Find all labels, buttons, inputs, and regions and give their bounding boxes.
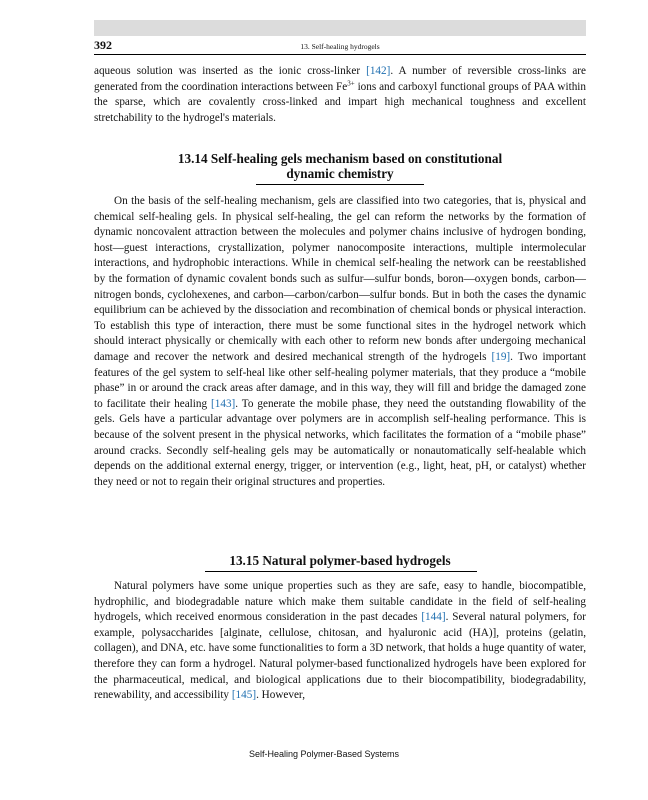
- citation-link[interactable]: [144]: [421, 611, 446, 624]
- citation-link[interactable]: [143]: [211, 397, 236, 410]
- paragraph-mechanism: [94, 194, 586, 490]
- page-number: 392: [94, 38, 112, 52]
- page-footer: Self-Healing Polymer-Based Systems: [248, 749, 400, 759]
- paragraph-text: . To generate the mobile phase, they need the outstanding flowability of the gels. Gels have a particular advantage over polymers are in accomplish self-healing performance. This is because of the solvent present in the physical networks, which facilitates the formation of a “mobile phase” around cracks. Secondly self-healing gels may be automatically or nonautomatically self-healable which depends on the additional external energy, trigger, or intervention (e.g., light, heat, pH, or catalyst) whether they need or not to regain their original structures and properties.: [94, 397, 587, 488]
- superscript: 3+: [347, 78, 355, 87]
- running-head: 13. Self-healing hydrogels: [300, 42, 380, 51]
- paragraph-text: Natural polymers have some unique properties such as they are safe, easy to handle, biocompatible, hydrophilic, and biodegradable nature which make them suitable candidate in the field of self-healing hydrogels, which received enormous consideration in the past decades: [94, 580, 586, 624]
- citation-link[interactable]: [145]: [231, 689, 257, 702]
- section-heading-13-14: [94, 151, 586, 185]
- citation-link[interactable]: [142]: [366, 65, 391, 77]
- paragraph-text: . Two important features of the gel system to self-heal like other self-healing polymer materials, that they produce a “mobile phase” in or around the crack areas after damage, and in this way, they will fill and bridge the damaged zone to facilitate their healing: [94, 350, 586, 410]
- citation-link[interactable]: [19]: [491, 350, 511, 363]
- header-bar: [94, 20, 586, 36]
- section-heading-13-15: [94, 553, 586, 568]
- paragraph-text: . A number of reversible cross-links are generated from the coordination interactions between Fe: [94, 65, 586, 93]
- paragraph-text: aqueous solution was inserted as the ionic cross-linker: [94, 65, 367, 77]
- paragraph-text: ions and carboxyl functional groups of PAA within the sparse, which are covalently cross-linked and impart high mechanical toughness and excellent stretchability to the hydrogel's materials.: [94, 80, 586, 124]
- paragraph-natural-polymers: [94, 579, 586, 704]
- page-header: [94, 38, 586, 55]
- section-title-line: 13.15 Natural polymer-based hydrogels: [229, 553, 451, 568]
- paragraph-text: On the basis of the self-healing mechanism, gels are classified into two categories, that is, physical and chemical self-healing gels. In physical self-healing, the gel can reform the networks by the formation of dynamic noncovalent attraction between the molecules and polymer chains inclusive of hydrogen bonding, host—guest interactions, crystallization, polymer nanocomposite interactions, multiple intermolecular interactions, and hydrophobic interactions. While in chemical self-healing the network can be reestablished by the formation of dynamic covalent bonds such as sulfur—sulfur bonds, boron—oxygen bonds, carbon—nitrogen bonds, cyclohexenes, and carbon—carbon/carbon—sulfur bonds. But in both the cases the dynamic equilibrium can be achieved by the dissociation and recombination of chemical bonds or physical interaction. To establish this type of interaction, there must be some functional sites in the hydrogel network which should interact physically or chemically with each other to reform new bonds after undergoing mechanical damage and recover the network and desired mechanical strength of the hydrogels: [94, 195, 586, 363]
- paragraph-text: . Several natural polymers, for example, polysaccharides [alginate, cellulose, chitosan, and hyaluronic acid (HA)], proteins (gelatin, collagen), and DNA, etc. have some functionalities to form a 3D network, that holds a huge quantity of water, therefore they can form a hydrogel. Natural polymer-based functionalized hydrogels have been explored for the pharmaceutical, medical, and biological applications due to their biocompatibility, biodegradability, renewability, and accessibility: [94, 611, 586, 702]
- section-title-line: 13.14 Self-healing gels mechanism based on constitutional: [177, 151, 503, 166]
- paragraph-text: . However,: [256, 689, 306, 702]
- section-title-line: dynamic chemistry: [256, 166, 423, 185]
- paragraph-intro: [94, 64, 586, 126]
- section-underline: [205, 571, 477, 572]
